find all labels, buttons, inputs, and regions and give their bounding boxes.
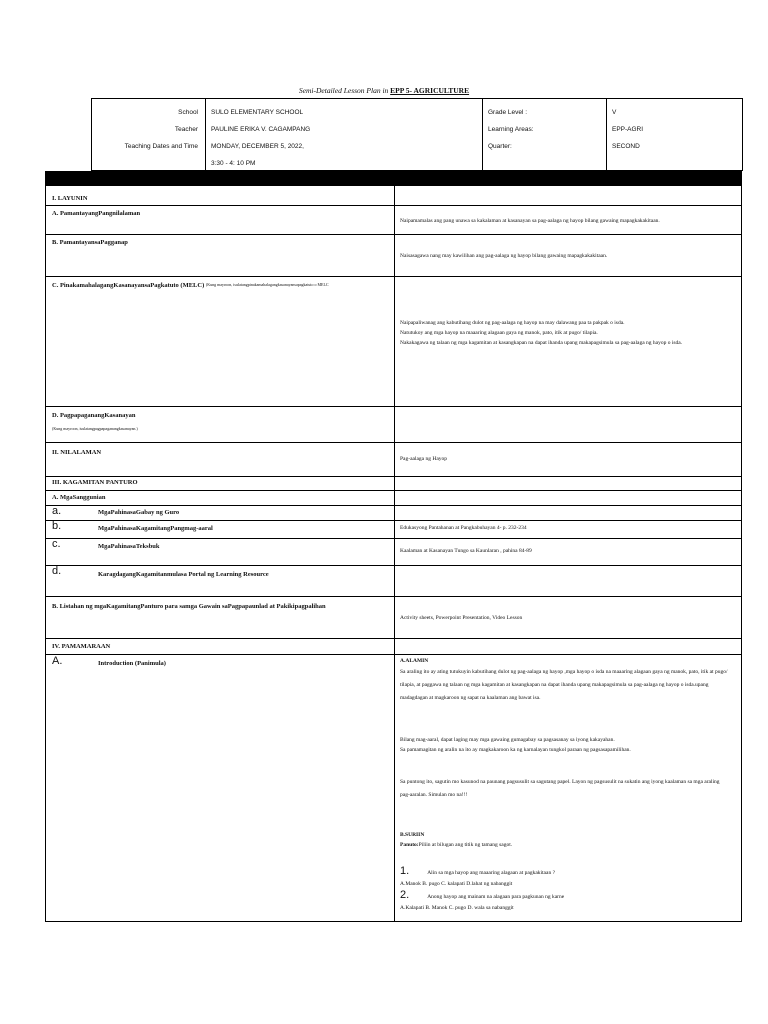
ref-b-letter: b. bbox=[52, 520, 62, 532]
layunin-heading: I. LAYUNIN bbox=[52, 195, 88, 202]
kagamitan-heading: III. KAGAMITAN PANTURO bbox=[52, 479, 138, 486]
panuto-text: Piliin at bilugan ang titik ng tamang sagot. bbox=[418, 842, 513, 848]
melc-label bbox=[52, 282, 329, 289]
areas-label: Learning Areas: bbox=[488, 126, 534, 133]
school-value: SULO ELEMENTARY SCHOOL bbox=[211, 109, 304, 116]
melc-note: (Kung mayroon, isulatangpinakamahalagangkasanayansapagkatuto o MELC bbox=[205, 282, 329, 287]
ref-a-letter: a. bbox=[52, 505, 62, 517]
table-header-bar bbox=[46, 172, 741, 186]
sanggunian-heading: A. MgaSanggunian bbox=[52, 494, 106, 501]
q1-text: Alin sa mga hayop ang maaaring alagaan at pagkakitaan ? bbox=[427, 870, 556, 876]
intro-label: Introduction (Panimula) bbox=[98, 660, 166, 667]
melc-label-text: C. PinakamahalagangKasanayansaPagkatuto (MELC) bbox=[52, 282, 205, 289]
alamin-paragraph-2a: Bilang mag-aaral, dapat laging may mga gawaing gumagabay sa pagsasanay sa iyong kakayahan. bbox=[400, 737, 615, 743]
nilalaman-heading: II. NILALAMAN bbox=[52, 449, 102, 456]
pangnilalaman-label: A. PamantayangPangnilalaman bbox=[52, 210, 141, 217]
nilalaman-value: Pag-aalaga ng Hayop bbox=[400, 456, 448, 462]
ref-c-letter: c. bbox=[52, 538, 61, 550]
intro-letter: A. bbox=[52, 655, 63, 667]
pagpapaganang-note: (Kung mayroon, isulatangpagpapaganangkasanayan.) bbox=[52, 426, 138, 431]
alamin-paragraph-3: Sa puntong ito, sagutin mo kasunod na paunang pagsusulit sa sagutang papel. Layon ng pagsusulit na sukatin ang iyong kaalaman sa mga araling pag-aaralan. Simulan mo na!!! bbox=[400, 779, 720, 798]
areas-value: EPP-AGRI bbox=[612, 126, 644, 133]
ref-d-label: KaragdagangKagamitanmulasa Portal ng Learning Resource bbox=[98, 571, 269, 578]
ref-c-label: MgaPahinasaTeksbuk bbox=[98, 543, 160, 550]
pagganap-value: Naisasagawa nang may kawilihan ang pag-aalaga ng hayop bilang gawaing mapagkakakitaan. bbox=[400, 253, 608, 259]
document-title bbox=[0, 86, 768, 95]
lesson-plan-table bbox=[45, 171, 742, 922]
school-label: School bbox=[178, 109, 198, 116]
pagpapaganang-label: D. PagpapaganangKasanayan bbox=[52, 412, 136, 419]
suriin-heading: B.SURIIN bbox=[400, 832, 425, 838]
q1-choices: A.Manok B. pugo C. kalapati D.lahat ng nabanggit bbox=[400, 881, 513, 887]
pagganap-label: B. PamantayansaPagganap bbox=[52, 239, 128, 246]
listahan-value: Activity sheets, Powerpoint Presentation, Video Lesson bbox=[400, 615, 523, 621]
ref-c-value: Kaalaman at Kasanayan Tungo sa Kaunlaran , pahina 84-89 bbox=[400, 548, 532, 554]
q2-choices: A.Kalapati B. Manok C. pugo D. wala sa nabanggit bbox=[400, 905, 514, 911]
q2-number: 2. bbox=[400, 889, 410, 901]
suriin-section bbox=[400, 830, 730, 850]
suriin-questions bbox=[400, 866, 730, 914]
pamamaraan-heading: IV. PAMAMARAAN bbox=[52, 643, 111, 650]
time-value: 3:30 - 4: 10 PM bbox=[211, 160, 256, 167]
ref-b-label: MgaPahinasaKagamitangPangmag-aaral bbox=[98, 525, 213, 532]
ref-b-value: Edukasyong Pantahanan at Pangkabuhayan 4- p. 232-234 bbox=[400, 525, 527, 531]
alamin-paragraph-2 bbox=[400, 735, 730, 755]
alamin-heading: A.ALAMIN bbox=[400, 658, 429, 664]
title-prefix: Semi-Detailed Lesson Plan in bbox=[298, 86, 389, 95]
q1-number: 1. bbox=[400, 865, 410, 877]
title-subject: EPP 5- AGRICULTURE bbox=[390, 86, 470, 95]
panuto-label: Panuto: bbox=[400, 842, 419, 848]
quarter-label: Quarter: bbox=[488, 143, 512, 150]
ref-d-letter: d. bbox=[52, 565, 62, 577]
melc-values bbox=[400, 318, 730, 348]
teacher-label: Teacher bbox=[174, 126, 198, 133]
header-info-table bbox=[91, 98, 743, 171]
melc-line-3: Nakakagawa ng talaan ng mga kagamitan at kasangkapan na dapat ihanda upang makapagsimula sa pag-aalaga ng hayop o isda. bbox=[400, 340, 683, 346]
quarter-value: SECOND bbox=[612, 143, 640, 150]
listahan-label: B. Listahan ng mgaKagamitangPanturo para samga Gawain saPagpapaunlad at Pakikipagpalihan bbox=[52, 603, 326, 610]
alamin-paragraph-2b: Sa pamamagitan ng aralin na ito ay magkakaroon ka ng karnalayan tungkol paraan ng pagsasapamilihan. bbox=[400, 747, 631, 753]
melc-line-1: Naipapaliwanag ang kabutihang dulot ng pag-aalaga ng hayop na may dalawang paa ta pakpak o isda. bbox=[400, 320, 625, 326]
pangnilalaman-value: Naipamamalas ang pang unawa sa kakalaman at kasanayan sa pag-aalaga ng hayop bilang gawaing mapagkakakitaan. bbox=[400, 218, 660, 224]
teacher-value: PAULINE ERIKA V. CAGAMPANG bbox=[211, 126, 311, 133]
melc-line-2: Natutukoy ang mga hayop na maaaring alagaan gaya ng manok, pato, itik at pugo/ tilapia. bbox=[400, 330, 598, 336]
q2-text: Anong hayop ang mainam na alagaan para pagkunan ng karne bbox=[427, 894, 565, 900]
alamin-section bbox=[400, 656, 730, 705]
alamin-paragraph-1: Sa araling ito ay ating tutukuyin kabutihang dulot ng pag-aalaga ng hayop ,mga hayop o isda na maaaring alagaan gaya ng manok, pato, itik at pugo/ tilapia, at paggawa ng talaan ng mga kagamitan at kasangkapan na dapat ihanda upang makapagsimula sa pag-aalaga ng hayop o isda.upang madagdagan at magkaroon ng sapat na kaalaman ang bawat isa. bbox=[400, 669, 728, 701]
ref-a-label: MgaPahinasaGabay ng Guro bbox=[98, 509, 180, 516]
grade-label: Grade Level : bbox=[488, 109, 528, 116]
dates-label: Teaching Dates and Time bbox=[124, 143, 198, 150]
grade-value: V bbox=[612, 109, 617, 116]
dates-value: MONDAY, DECEMBER 5, 2022, bbox=[211, 143, 304, 150]
